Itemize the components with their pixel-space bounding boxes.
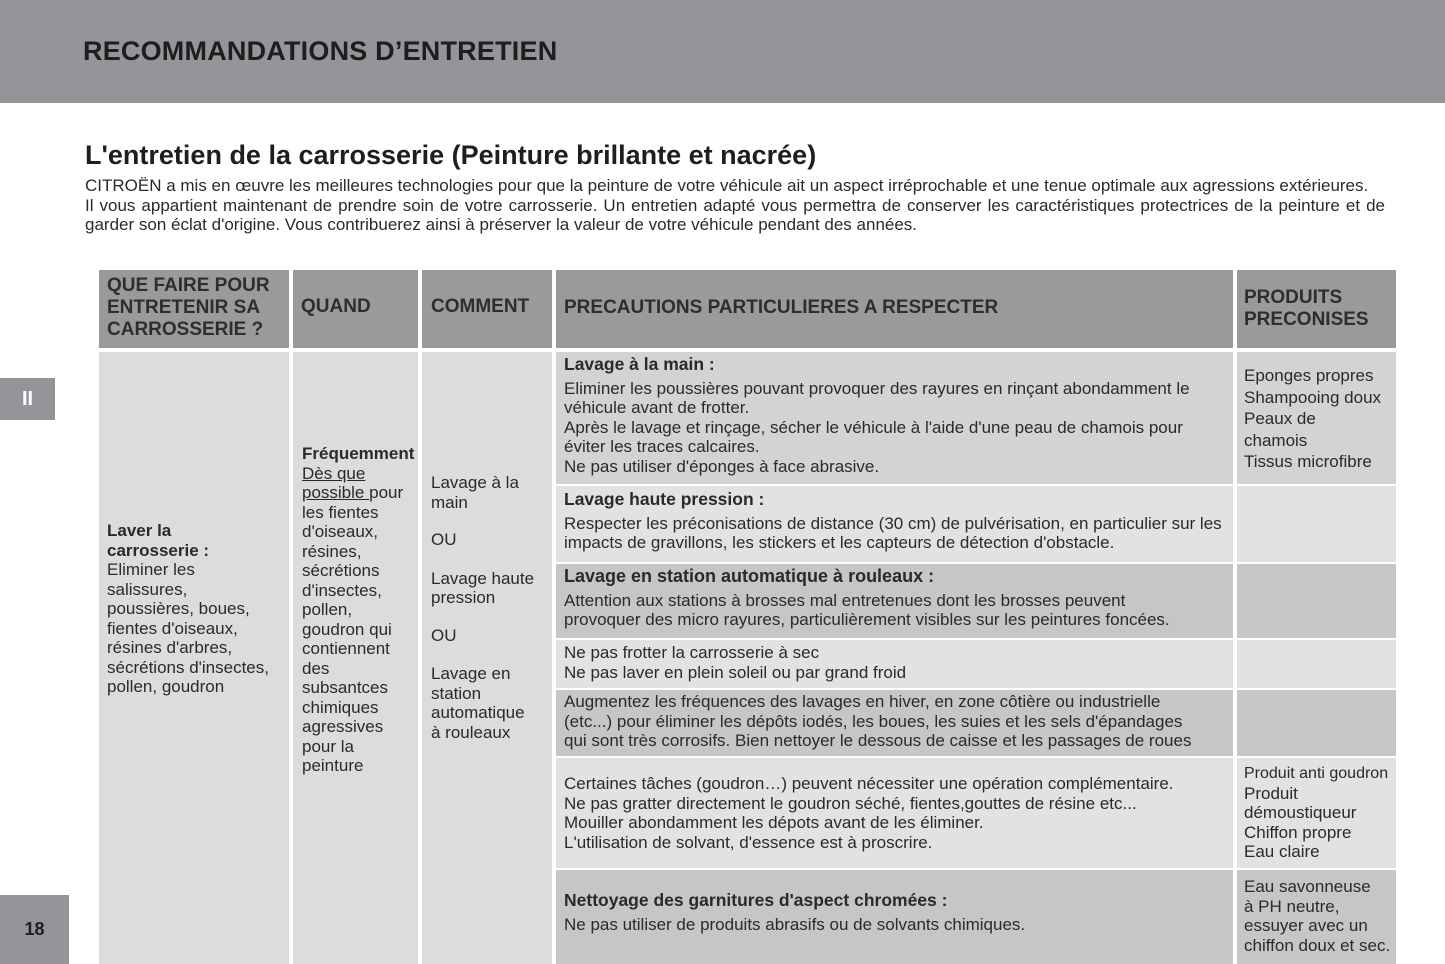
precaution-winter: [564, 692, 1234, 751]
when-link-1: Dès que: [302, 463, 366, 483]
precaution-line: Ne pas utiliser de produits abrasifs ou de solvants chimiques.: [564, 914, 1026, 934]
when-line: d'insectes,: [302, 580, 382, 600]
header-products-line-1: PRODUITS: [1244, 287, 1343, 308]
precaution-line: impacts de gravillons, les stickers et les capteurs de détection d'obstacle.: [564, 533, 1115, 552]
precaution-line: Augmentez les fréquences des lavages en hiver, en zone côtière ou industrielle: [564, 692, 1161, 711]
what-cell: [107, 521, 269, 697]
precaution-line: Ne pas laver en plein soleil ou par grand froid: [564, 662, 907, 682]
product-item: démoustiqueur: [1244, 803, 1357, 822]
precaution-general: [564, 643, 1229, 682]
precaution-title: Lavage en station automatique à rouleaux :: [564, 566, 935, 586]
precaution-line: Ne pas utiliser d'éponges à face abrasive.: [564, 456, 880, 476]
product-item: chamois: [1244, 430, 1308, 450]
header-what: [99, 270, 289, 348]
what-title-2: carrosserie :: [107, 540, 210, 560]
product-item: Shampooing doux: [1244, 387, 1382, 407]
column-separator: [1233, 270, 1237, 964]
when-line: d'oiseaux,: [302, 522, 379, 541]
header-products: [1237, 270, 1396, 348]
precaution-hand-wash: [564, 355, 1229, 476]
when-after-link: pour: [369, 483, 404, 502]
column-separator: [289, 270, 293, 964]
precaution-title: Lavage à la main :: [564, 354, 715, 374]
when-line: agressives: [302, 717, 384, 736]
how-or: OU: [431, 530, 457, 549]
what-line: poussières, boues,: [107, 599, 250, 618]
header-what-line-3: CARROSSERIE ?: [107, 319, 264, 340]
precaution-line: (etc...) pour éliminer les dépôts iodés, les boues, les suies et les sels d'épandages: [564, 711, 1183, 731]
precaution-automatic: [564, 567, 1229, 630]
precaution-line: Ne pas gratter directement le goudron séché, fientes,gouttes de résine etc...: [564, 793, 1137, 813]
page-header: [0, 0, 1445, 103]
header-products-line-2: PRECONISES: [1244, 309, 1369, 330]
precaution-line: provoquer des micro rayures, particulièrement visibles sur les peintures foncées.: [564, 610, 1170, 629]
how-method-3: Lavage en: [431, 664, 511, 683]
precaution-line: Eliminer les poussières pouvant provoquer des rayures en rinçant abondamment le: [564, 378, 1190, 398]
precaution-line: Mouiller abondamment les dépots avant de les éliminer.: [564, 813, 984, 832]
precaution-line: véhicule avant de frotter.: [564, 398, 750, 417]
how-method-2: pression: [431, 588, 496, 607]
header-title: RECOMMANDATIONS D’ENTRETIEN: [83, 36, 558, 66]
precaution-line: Attention aux stations à brosses mal entretenues dont les brosses peuvent: [564, 590, 1126, 610]
header-how: [422, 270, 552, 348]
what-line: sécrétions d'insectes,: [107, 657, 269, 677]
column-separator: [418, 270, 422, 964]
when-line: pour la: [302, 736, 354, 756]
header-when-label: QUAND: [301, 296, 371, 317]
chapter-tab: II: [0, 378, 55, 420]
how-method-3: automatique: [431, 703, 525, 722]
when-cell: [302, 444, 414, 776]
product-item: chiffon doux et sec.: [1244, 935, 1391, 955]
product-item: Eau savonneuse: [1244, 877, 1371, 896]
what-line: pollen, goudron: [107, 677, 225, 696]
header-how-label: COMMENT: [431, 296, 530, 317]
precaution-line: éviter les traces calcaires.: [564, 437, 760, 456]
how-method-3: à rouleaux: [431, 722, 511, 742]
product-item: Eau claire: [1244, 842, 1320, 861]
product-item: Peaux de: [1244, 409, 1316, 428]
section-title: L'entretien de la carrosserie (Peinture brillante et nacrée): [85, 140, 817, 170]
page-number: 18: [0, 895, 69, 964]
precaution-line: Ne pas frotter la carrosserie à sec: [564, 643, 820, 662]
when-line: subsantces: [302, 678, 388, 697]
when-line: résines,: [302, 541, 362, 561]
how-cell: [431, 473, 534, 742]
precaution-chrome: [564, 891, 1229, 934]
when-line: sécrétions: [302, 561, 380, 580]
precaution-high-pressure: [564, 490, 1229, 553]
product-item: Tissus microfibre: [1244, 452, 1372, 471]
how-method-3: station: [431, 683, 482, 703]
precaution-line: Respecter les préconisations de distance (30 cm) de pulvérisation, en particulier sur les: [564, 513, 1222, 533]
column-separator: [552, 270, 556, 964]
section-intro: [85, 176, 1385, 235]
precaution-tar: [564, 774, 1229, 852]
what-line: Eliminer les: [107, 560, 195, 579]
product-item: Produit: [1244, 783, 1298, 803]
how-or: OU: [431, 625, 457, 645]
product-item: essuyer avec un: [1244, 916, 1368, 935]
what-line: résines d'arbres,: [107, 638, 233, 657]
when-line: chimiques: [302, 697, 379, 717]
product-item: à PH neutre,: [1244, 896, 1340, 916]
product-item: Chiffon propre: [1244, 822, 1352, 842]
when-link-2: possible: [302, 483, 370, 502]
precaution-line: Après le lavage et rinçage, sécher le véhicule à l'aide d'une peau de chamois pour: [564, 417, 1183, 437]
how-method-1: Lavage à la: [431, 473, 519, 492]
precaution-title: Lavage haute pression :: [564, 489, 765, 509]
how-method-1: main: [431, 492, 468, 512]
header-what-line-2: ENTRETENIR SA: [107, 297, 261, 318]
header-when: [293, 270, 418, 348]
when-line: goudron qui: [302, 619, 392, 639]
when-line: peinture: [302, 756, 364, 775]
what-title-1: Laver la: [107, 521, 172, 540]
product-item: Produit anti goudron: [1244, 765, 1389, 782]
when-line: pollen,: [302, 600, 353, 619]
intro-paragraph-1: CITROËN a mis en œuvre les meilleures technologies pour que la peinture de votre véhicule ait un aspect irréprochable et une tenue optimale aux agressions extérieures.: [85, 176, 1369, 195]
how-method-2: Lavage haute: [431, 568, 535, 588]
header-precautions-label: PRECAUTIONS PARTICULIERES A RESPECTER: [564, 297, 999, 318]
when-line: des: [302, 658, 330, 678]
precaution-line: Certaines tâches (goudron…) peuvent nécessiter une opération complémentaire.: [564, 774, 1174, 793]
precaution-title: Nettoyage des garnitures d'aspect chromées :: [564, 890, 948, 910]
header-what-line-1: QUE FAIRE POUR: [107, 275, 270, 296]
products-hand-wash: [1244, 365, 1394, 473]
precaution-line: L'utilisation de solvant, d'essence est à proscrire.: [564, 832, 933, 852]
product-item: Eponges propres: [1244, 366, 1374, 385]
when-title: Fréquemment: [302, 444, 415, 463]
what-line: salissures,: [107, 579, 188, 599]
what-line: fientes d'oiseaux,: [107, 618, 238, 638]
intro-paragraph-2: Il vous appartient maintenant de prendre soin de votre carrosserie. Un entretien adapté vous permettra de conserver les caractéristiques protectrices de la peinture et de garder son éclat d'origine. Vous contribuerez ainsi à préserver la valeur de votre véhicule pendant des années.: [85, 195, 1385, 234]
products-tar: [1244, 764, 1394, 862]
products-chrome: [1244, 877, 1394, 955]
precaution-line: qui sont très corrosifs. Bien nettoyer le dessous de caisse et les passages de roues: [564, 731, 1192, 750]
when-line: les fientes: [302, 502, 379, 522]
header-precautions: [556, 270, 1233, 348]
when-line: contiennent: [302, 639, 390, 658]
